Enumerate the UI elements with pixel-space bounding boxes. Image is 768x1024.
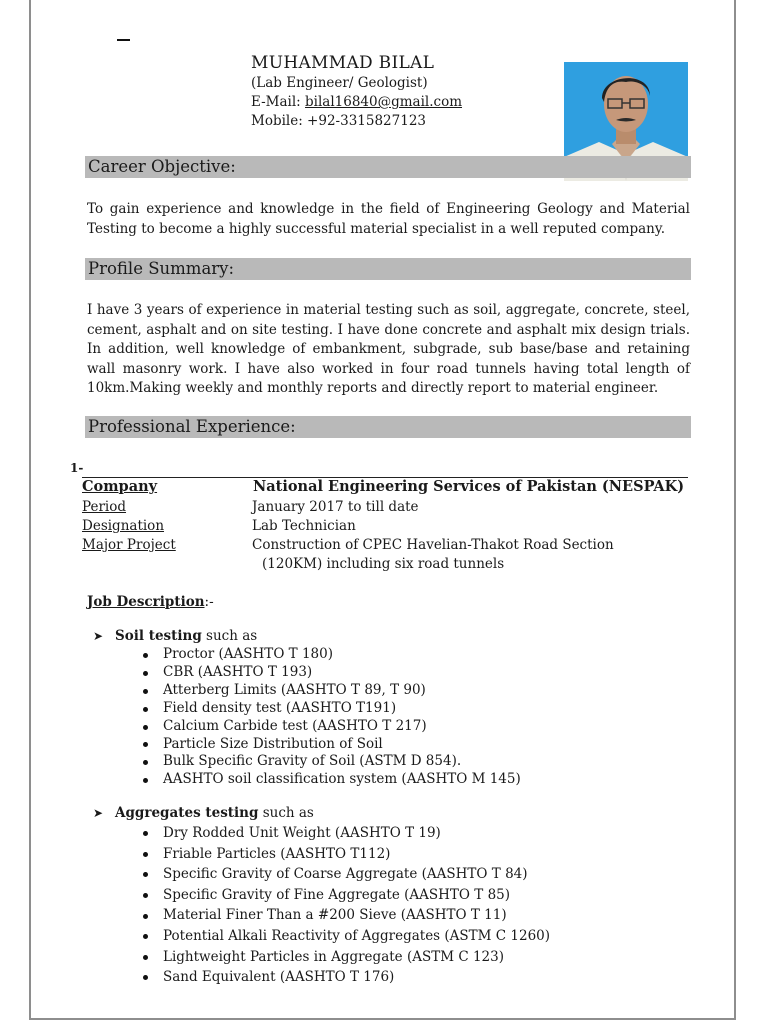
bullet-icon [143,778,148,783]
arrow-bullet-icon: ➤ [93,806,104,820]
list-item [140,700,521,718]
profile-summary-heading: Profile Summary: [85,258,691,280]
list-item-text: CBR (AASHTO T 193) [163,663,313,680]
list-item-text: Specific Gravity of Coarse Aggregate (AASHTO T 84) [163,866,528,883]
bullet-icon [143,852,148,857]
list-item [140,646,521,664]
list-item [140,823,550,844]
bullet-icon [143,707,148,712]
list-item [140,947,550,968]
project-line-1: Construction of CPEC Havelian-Thakot Road Section [252,537,614,553]
list-item-text: Atterberg Limits (AASHTO T 89, T 90) [163,681,426,698]
bullet-icon [143,760,148,765]
list-item-text: Particle Size Distribution of Soil [163,735,383,752]
professional-experience-heading: Professional Experience: [85,416,691,438]
job-description-label: Job Description [87,594,205,610]
list-item-text: Potential Alkali Reactivity of Aggregates (ASTM C 1260) [163,927,551,944]
email-link[interactable]: bilal16840@gmail.com [305,94,463,110]
mobile-line: Mobile: +92-3315827123 [251,113,426,129]
list-item-text: Proctor (AASHTO T 180) [163,646,334,662]
list-item [140,682,521,700]
project-line-2: (120KM) including six road tunnels [262,556,505,572]
bullet-icon [143,872,148,877]
list-item-text: Specific Gravity of Fine Aggregate (AASHTO T 85) [163,886,511,903]
bullet-icon [143,671,148,676]
email-label: E-Mail: [251,94,306,110]
company-name: National Engineering Services of Pakistan (NESPAK) [253,478,685,495]
list-item-text: Calcium Carbide test (AASHTO T 217) [163,717,427,734]
period-value: January 2017 to till date [252,499,419,515]
list-item-text: Bulk Specific Gravity of Soil (ASTM D 854). [163,753,462,770]
candidate-name: MUHAMMAD BILAL [251,53,435,73]
header [251,52,462,131]
aggregates-testing-list [140,823,550,988]
list-item [140,771,521,789]
list-item-text: Sand Equivalent (AASHTO T 176) [163,969,395,986]
list-item [140,885,550,906]
designation-value: Lab Technician [252,518,356,534]
category-suffix: such as [258,805,314,821]
company-label: Company [82,478,158,495]
experience-number: 1- [70,461,84,475]
list-item [140,926,550,947]
career-objective-heading: Career Objective: [85,156,691,178]
list-item [140,664,521,682]
email-line [251,93,462,112]
header-dash [117,39,130,41]
candidate-title: (Lab Engineer/ Geologist) [251,75,428,91]
designation-label: Designation [82,518,165,534]
list-item [140,967,550,988]
category-soil-testing [93,628,257,644]
bullet-icon [143,742,148,747]
list-item [140,736,521,754]
bullet-icon [143,955,148,960]
bullet-icon [143,831,148,836]
category-name: Soil testing [115,628,202,644]
bullet-icon [143,893,148,898]
list-item-text: Field density test (AASHTO T191) [163,699,397,716]
list-item-text: Dry Rodded Unit Weight (AASHTO T 19) [163,825,441,841]
job-description-heading [87,594,214,610]
list-item [140,844,550,865]
list-item [140,753,521,771]
profile-summary-text: I have 3 years of experience in material testing such as soil, aggregate, concrete, steel, cement, asphalt and on site testing. I have done concrete and asphalt mix design trials. In addition, well knowledge of embankment, subgrade, sub base/base and retaining wall masonry work. I have also worked in four road tunnels having total length of 10km.Making weekly and monthly reports and directly report to material engineer. [87,302,690,396]
arrow-bullet-icon: ➤ [93,629,104,643]
bullet-icon [143,725,148,730]
list-item-text: Material Finer Than a #200 Sieve (AASHTO T 11) [163,907,507,924]
list-item-text: AASHTO soil classification system (AASHTO M 145) [163,771,521,788]
bullet-icon [143,914,148,919]
job-description-suffix: :- [204,594,214,610]
bullet-icon [143,934,148,939]
list-item-text: Lightweight Particles in Aggregate (ASTM C 123) [163,948,504,965]
bullet-icon [143,689,148,694]
list-item [140,864,550,885]
bullet-icon [143,653,148,658]
soil-testing-list [140,646,521,789]
project-label: Major Project [82,537,176,553]
list-item-text: Friable Particles (AASHTO T112) [163,845,391,862]
category-name: Aggregates testing [115,805,259,821]
bullet-icon [143,975,148,980]
list-item [140,905,550,926]
career-objective-text: To gain experience and knowledge in the field of Engineering Geology and Material Testing to become a highly successful material specialist in a well reputed company. [87,201,690,237]
category-aggregates-testing [93,805,314,821]
period-label: Period [82,499,127,515]
list-item [140,718,521,736]
category-suffix: such as [201,628,258,644]
